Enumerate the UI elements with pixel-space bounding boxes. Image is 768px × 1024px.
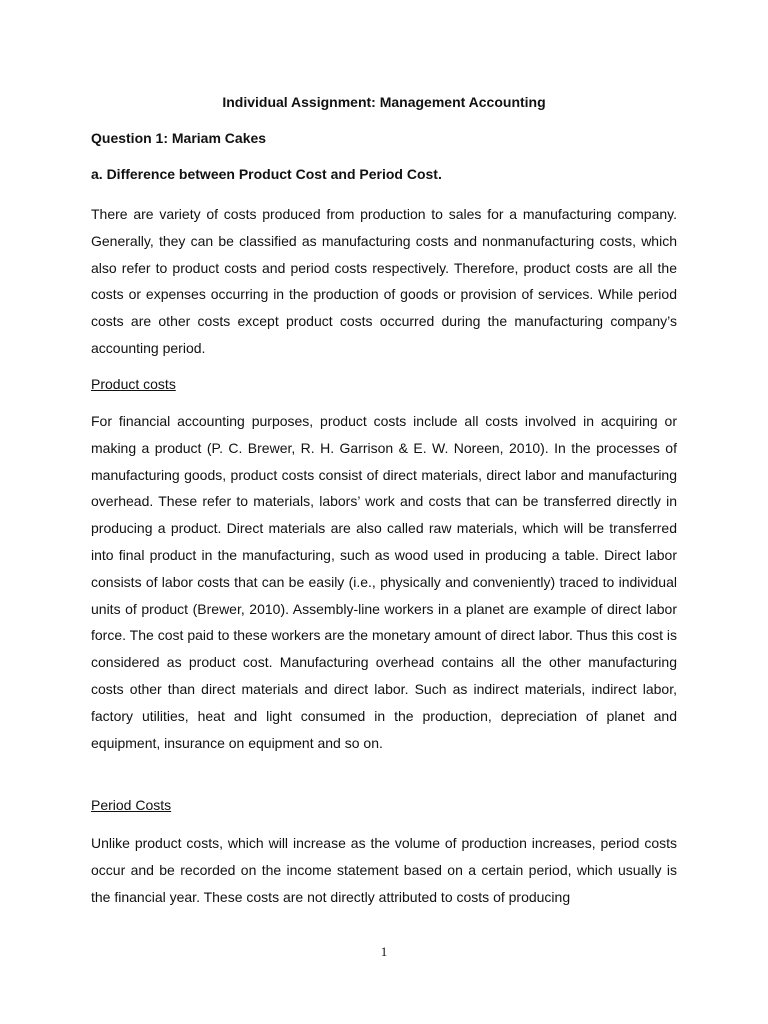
intro-paragraph: There are variety of costs produced from production to sales for a manufacturing company. Generally, they can be classified as manufacturing costs and nonmanufacturing costs, which also refer to product costs and period costs respectively. Therefore, product costs are all the costs or expenses occurring in the production of goods or provision of services. While period costs are other costs except product costs occurred during the manufacturing company’s accounting period. bbox=[91, 206, 677, 356]
period-costs-paragraph: Unlike product costs, which will increase as the volume of production increases, period costs occur and be recorded on the income statement based on a certain period, which usually is the financial year. These costs are not directly attributed to costs of producing bbox=[91, 835, 677, 905]
subheading: a. Difference between Product Cost and Period Cost. bbox=[91, 166, 442, 182]
product-costs-paragraph: For financial accounting purposes, product costs include all costs involved in acquiring or making a product (P. C. Brewer, R. H. Garrison & E. W. Noreen, 2010). In the processes of manufacturing goods, product costs consist of direct materials, direct labor and manufacturing overhead. These refer to materials, labors’ work and costs that can be transferred directly in producing a product. Direct materials are also called raw materials, which will be transferred into final product in the manufacturing, such as wood used in producing a table. Direct labor consists of labor costs that can be easily (i.e., physically and conveniently) traced to individual units of product (Brewer, 2010). Assembly-line workers in a planet are example of direct labor force. The cost paid to these workers are the monetary amount of direct labor. Thus this cost is considered as product cost. Manufacturing overhead contains all the other manufacturing costs other than direct materials and direct labor. Such as indirect materials, indirect labor, factory utilities, heat and light consumed in the production, depreciation of planet and equipment, insurance on equipment and so on. bbox=[91, 413, 677, 751]
question-heading: Question 1: Mariam Cakes bbox=[91, 130, 267, 146]
page-number: 1 bbox=[380, 944, 388, 959]
section-heading-product-costs: Product costs bbox=[91, 376, 176, 392]
section-heading-period-costs: Period Costs bbox=[91, 797, 172, 813]
document-title: Individual Assignment: Management Accounting bbox=[222, 94, 546, 110]
